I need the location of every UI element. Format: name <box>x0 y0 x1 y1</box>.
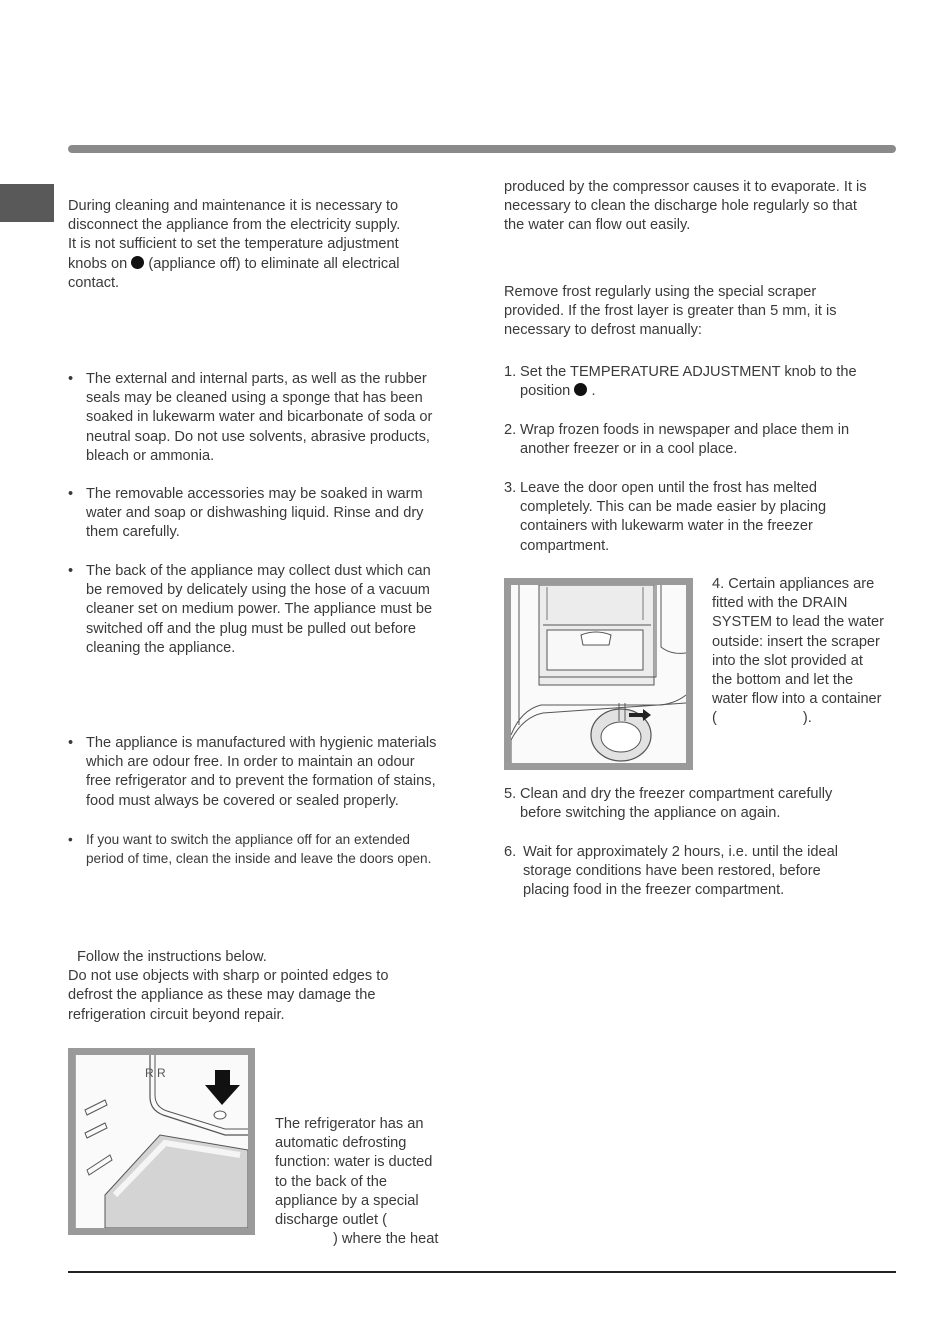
text-line: Clean and dry the freezer compartment carefully <box>520 786 833 802</box>
text-line: containers with lukewarm water in the freezer <box>520 518 813 535</box>
text-line: cleaner set on medium power. The appliance must be <box>86 601 433 618</box>
text-line: During cleaning and maintenance it is necessary to <box>68 198 399 214</box>
step-number: 1. <box>504 364 517 380</box>
text-line: to the back of the <box>275 1173 387 1190</box>
text-line: seals may be cleaned using a sponge that has been <box>86 390 423 407</box>
text-line: The refrigerator has an <box>275 1116 424 1132</box>
off-position-icon <box>574 383 587 396</box>
text-line: knobs on (appliance off) to eliminate all electrical <box>68 255 400 272</box>
footer-rule <box>68 1271 896 1273</box>
text-line: Wait for approximately 2 hours, i.e. until the ideal <box>523 844 838 860</box>
text-line: provided. If the frost layer is greater than 5 mm, it is <box>504 303 837 320</box>
text-line: The appliance is manufactured with hygienic materials <box>86 735 437 751</box>
text-line: soaked in lukewarm water and bicarbonate of soda or <box>86 409 433 426</box>
text-line: food must always be covered or sealed properly. <box>86 792 399 809</box>
text-line: The back of the appliance may collect dust which can <box>86 563 431 579</box>
freezer-intro <box>504 283 904 341</box>
text-line: ( ). <box>712 710 812 727</box>
text-line: discharge outlet ( <box>275 1212 387 1229</box>
text-line: switched off and the plug must be pulled out before <box>86 620 416 637</box>
text-line: another freezer or in a cool place. <box>520 441 738 458</box>
text-line: storage conditions have been restored, before <box>523 863 821 880</box>
text-line: disconnect the appliance from the electricity supply. <box>68 217 401 234</box>
text-line: automatic defrosting <box>275 1135 407 1152</box>
text-line: period of time, clean the inside and leave the doors open. <box>86 851 432 867</box>
text-line: Follow the instructions below. <box>77 949 267 965</box>
text-line: them carefully. <box>86 524 180 541</box>
text-line: produced by the compressor causes it to evaporate. It is <box>504 179 867 195</box>
text-line: 4. Certain appliances are <box>712 576 875 592</box>
bullet-icon: • <box>68 563 74 579</box>
list-item <box>68 485 468 545</box>
text-line: water and soap or dishwashing liquid. Rinse and dry <box>86 505 424 522</box>
defrost-intro <box>68 948 468 1025</box>
svg-text:R R: R R <box>145 1066 166 1080</box>
step4-text <box>712 575 902 729</box>
text-line: fitted with the DRAIN <box>712 595 848 612</box>
text-line: position . <box>520 383 596 400</box>
list-item <box>504 785 904 825</box>
step-number: 6. <box>504 844 517 860</box>
bullet-icon: • <box>68 832 73 847</box>
freezer-drain-drawing <box>511 585 686 763</box>
off-position-icon <box>131 256 144 269</box>
intro-paragraph <box>68 197 468 293</box>
list-item <box>504 421 904 461</box>
text-line: appliance by a special <box>275 1192 419 1209</box>
text-line: It is not sufficient to set the temperature adjustment <box>68 236 399 253</box>
text-line: SYSTEM to lead the water <box>712 614 884 631</box>
fridge-defrost-illustration <box>68 1048 255 1235</box>
step-number: 3. <box>504 480 517 496</box>
header-rule <box>68 145 896 153</box>
text-line: before switching the appliance on again. <box>520 805 781 822</box>
text-line: the bottom and let the <box>712 672 854 689</box>
text-line: water flow into a container <box>712 691 882 708</box>
text-line: bleach or ammonia. <box>86 447 215 464</box>
text-line: neutral soap. Do not use solvents, abrasive products, <box>86 428 430 445</box>
bullet-icon: • <box>68 735 74 751</box>
list-item <box>504 843 904 903</box>
text-line: If you want to switch the appliance off for an extended <box>86 832 410 847</box>
text-line: necessary to defrost manually: <box>504 322 702 339</box>
text-line: function: water is ducted <box>275 1154 433 1171</box>
list-item <box>68 734 468 814</box>
text-line: contact. <box>68 274 120 291</box>
bullet-icon: • <box>68 371 74 387</box>
text-line: into the slot provided at <box>712 652 863 669</box>
text-line: compartment. <box>520 537 610 554</box>
fridge-defrost-text <box>275 1115 455 1249</box>
text-line: outside: insert the scraper <box>712 633 880 650</box>
bullet-icon: • <box>68 486 74 502</box>
text-line: Set the TEMPERATURE ADJUSTMENT knob to the <box>520 364 857 380</box>
text-line: free refrigerator and to prevent the formation of stains, <box>86 773 436 790</box>
step-number: 5. <box>504 786 517 802</box>
text-line: refrigeration circuit beyond repair. <box>68 1006 285 1023</box>
text-line: ) where the heat <box>333 1231 439 1248</box>
list-item <box>504 363 904 403</box>
text-line: necessary to clean the discharge hole regularly so that <box>504 198 857 215</box>
text-line: Wrap frozen foods in newspaper and place them in <box>520 422 850 438</box>
fridge-interior-drawing <box>75 1055 248 1228</box>
text-line: placing food in the freezer compartment. <box>523 882 785 899</box>
text-line: Leave the door open until the frost has melted <box>520 480 817 496</box>
list-item <box>68 830 468 870</box>
text-line: cleaning the appliance. <box>86 639 236 656</box>
list-item <box>68 562 468 662</box>
text-line: defrost the appliance as these may damage the <box>68 987 376 1004</box>
language-tab <box>0 184 54 222</box>
text-line: the water can flow out easily. <box>504 217 691 234</box>
list-item <box>504 479 904 559</box>
continued-paragraph <box>504 178 904 236</box>
text-line: be removed by delicately using the hose of a vacuum <box>86 582 430 599</box>
text-line: completely. This can be made easier by placing <box>520 499 827 516</box>
text-line: The removable accessories may be soaked in warm <box>86 486 423 502</box>
list-item <box>68 370 468 470</box>
text-line: Remove frost regularly using the special scraper <box>504 284 817 300</box>
freezer-drain-illustration <box>504 578 693 770</box>
text-line: which are odour free. In order to maintain an odour <box>86 754 415 771</box>
text-line: Do not use objects with sharp or pointed edges to <box>68 968 389 985</box>
text-line: The external and internal parts, as well as the rubber <box>86 371 427 387</box>
step-number: 2. <box>504 422 517 438</box>
